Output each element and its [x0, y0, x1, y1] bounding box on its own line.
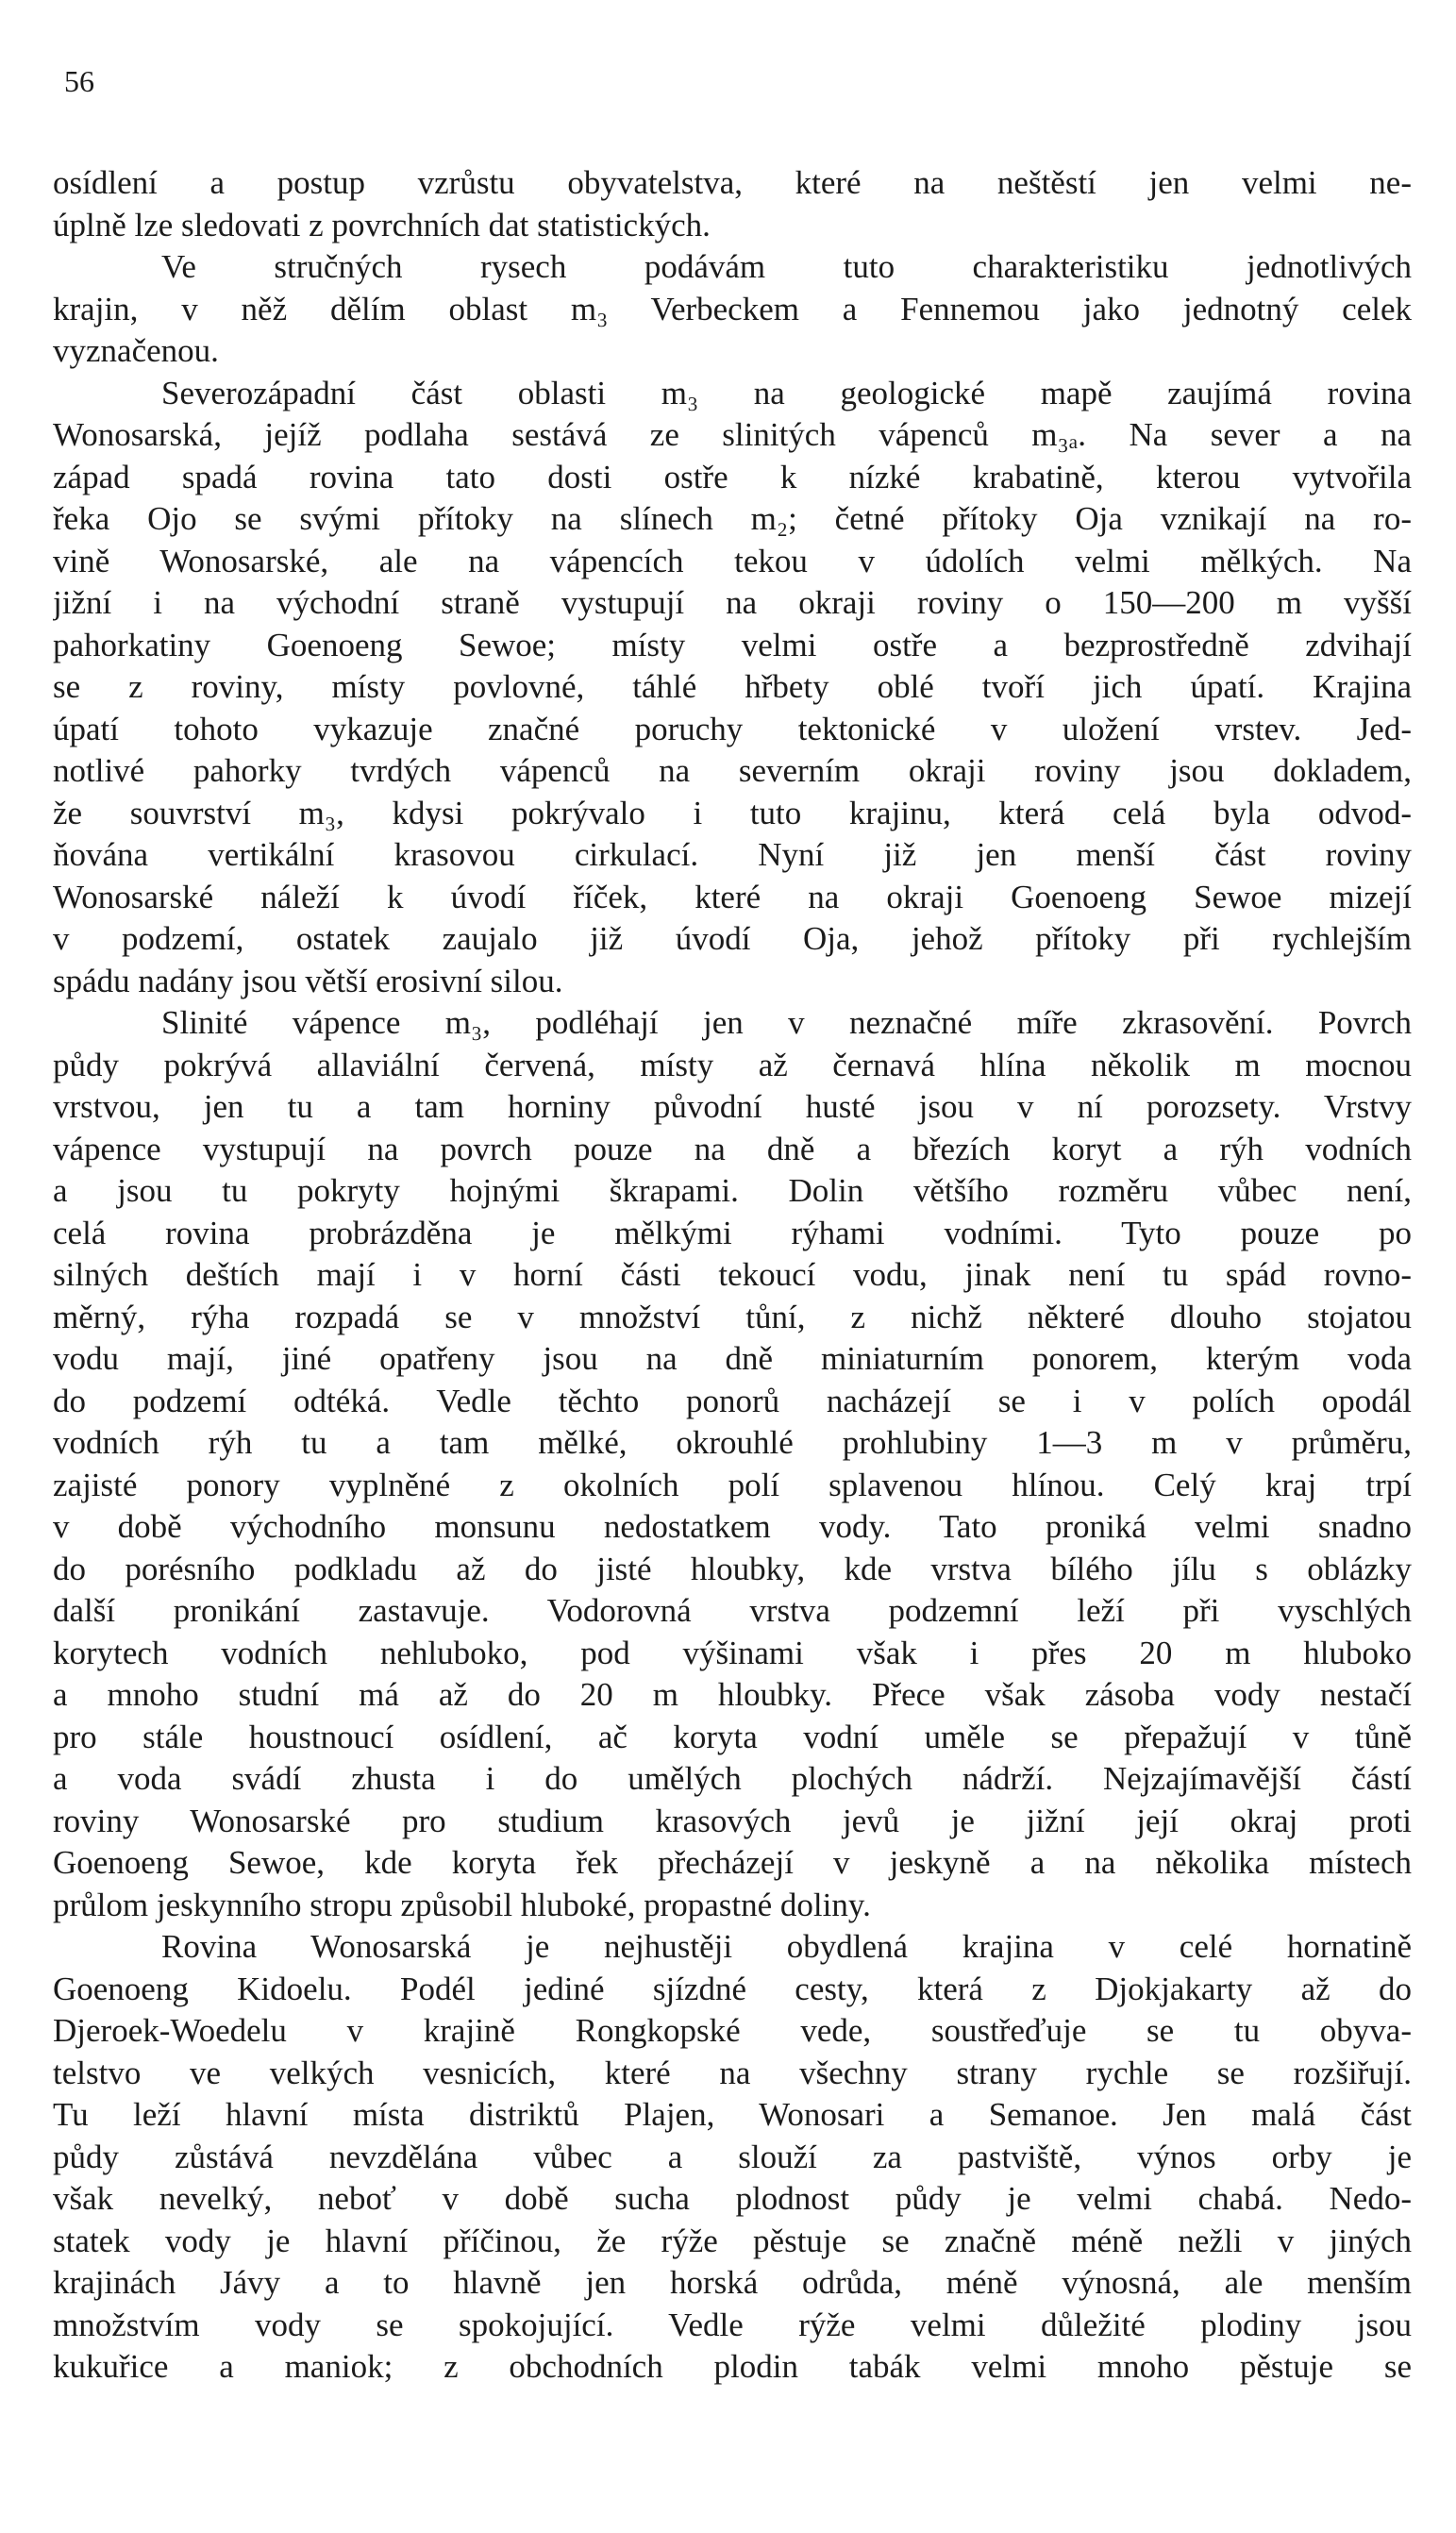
text-line: do podzemí odtéká. Vedle těchto ponorů nacházejí se i v polích opodál [53, 1382, 1412, 1419]
text-line: kukuřice a maniok; z obchodních plodin tabák velmi mnoho pěstuje se [53, 2348, 1412, 2385]
text-line: měrný, rýha rozpadá se v množství tůní, z nichž některé dlouho stojatou [53, 1298, 1412, 1335]
text-line: zajisté ponory vyplněné z okolních polí splavenou hlínou. Celý kraj trpí [53, 1466, 1412, 1503]
text-line: statek vody je hlavní příčinou, že rýže pěstuje se značně méně nežli v jiných [53, 2222, 1412, 2259]
text-line: korytech vodních nehluboko, pod výšinami však i přes 20 m hluboko [53, 1634, 1412, 1671]
text-line: v době východního monsunu nedostatkem vody. Tato proniká velmi snadno [53, 1508, 1412, 1545]
text-line: celá rovina probrázděna je mělkými rýhami vodními. Tyto pouze po [53, 1214, 1412, 1251]
text-line: množstvím vody se spokojující. Vedle rýže velmi důležité plodiny jsou [53, 2306, 1412, 2343]
text-line: řeka Ojo se svými přítoky na slínech m₂; četné přítoky Oja vznikají na ro- [53, 500, 1412, 537]
text-line: a voda svádí zhusta i do umělých plochých nádrží. Nejzajímavější částí [53, 1760, 1412, 1797]
text-line: pahorkatiny Goenoeng Sewoe; místy velmi ostře a bezprostředně zdvihají [53, 626, 1412, 663]
text-line: vrstvou, jen tu a tam horniny původní husté jsou v ní porozsety. Vrstvy [53, 1088, 1412, 1125]
text-line: Goenoeng Kidoelu. Podél jediné sjízdné cesty, která z Djokjakarty až do [53, 1970, 1412, 2007]
text-line: že souvrství m₃, kdysi pokrývalo i tuto krajinu, která celá byla odvod- [53, 794, 1412, 831]
text-line: pro stále houstnoucí osídlení, ač koryta vodní uměle se přepažují v tůně [53, 1718, 1412, 1755]
text-line: a jsou tu pokryty hojnými škrapami. Dolin většího rozměru vůbec není, [53, 1172, 1412, 1209]
text-line: však nevelký, neboť v době sucha plodnost půdy je velmi chabá. Nedo- [53, 2180, 1412, 2217]
text-line: vápence vystupují na povrch pouze na dně a březích koryt a rýh vodních [53, 1130, 1412, 1167]
text-line: Severozápadní část oblasti m₃ na geologické mapě zaujímá rovina [161, 374, 1412, 411]
text-line: Wonosarská, jejíž podlaha sestává ze slinitých vápenců m₃ₐ. Na sever a na [53, 416, 1412, 453]
text-line: západ spadá rovina tato dosti ostře k nízké krabatině, kterou vytvořila [53, 458, 1412, 495]
text-line: Slinité vápence m₃, podléhají jen v neznačné míře zkrasovění. Povrch [161, 1004, 1412, 1041]
text-line: jižní i na východní straně vystupují na okraji roviny o 150—200 m vyšší [53, 584, 1412, 621]
text-line: půdy zůstává nevzdělána vůbec a slouží za pastviště, výnos orby je [53, 2138, 1412, 2175]
text-line: Ve stručných rysech podávám tuto charakteristiku jednotlivých [161, 248, 1412, 285]
text-line: půdy pokrývá allaviální červená, místy až černavá hlína několik m mocnou [53, 1046, 1412, 1083]
text-line: telstvo ve velkých vesnicích, které na všechny strany rychle se rozšiřují. [53, 2054, 1412, 2091]
text-line: spádu nadány jsou větší erosivní silou. [53, 962, 563, 999]
text-line: Wonosarské náleží k úvodí říček, které na okraji Goenoeng Sewoe mizejí [53, 878, 1412, 915]
text-line: úpatí tohoto vykazuje značné poruchy tektonické v uložení vrstev. Jed- [53, 710, 1412, 747]
text-line: další pronikání zastavuje. Vodorovná vrstva podzemní leží při vyschlých [53, 1592, 1412, 1629]
text-line: osídlení a postup vzrůstu obyvatelstva, které na neštěstí jen velmi ne- [53, 164, 1412, 201]
text-line: se z roviny, místy povlovné, táhlé hřbety oblé tvoří jich úpatí. Krajina [53, 668, 1412, 705]
text-line: Tu leží hlavní místa distriktů Plajen, Wonosari a Semanoe. Jen malá část [53, 2096, 1412, 2133]
text-line: ňována vertikální krasovou cirkulací. Nyní již jen menší část roviny [53, 836, 1412, 873]
paragraph-settlement [53, 1926, 1412, 2389]
document-text-body [53, 162, 1412, 2389]
text-line: roviny Wonosarské pro studium krasových jevů je jižní její okraj proti [53, 1802, 1412, 1839]
text-line: vodních rýh tu a tam mělké, okrouhlé prohlubiny 1—3 m v průměru, [53, 1424, 1412, 1461]
text-line: úplně lze sledovati z povrchních dat statistických. [53, 206, 711, 243]
text-line: Rovina Wonosarská je nejhustěji obydlená krajina v celé hornatině [161, 1928, 1412, 1965]
text-line: vodu mají, jiné opatřeny jsou na dně miniaturním ponorem, kterým voda [53, 1340, 1412, 1377]
text-line: průlom jeskynního stropu způsobil hluboké, propastné doliny. [53, 1886, 871, 1923]
paragraph-northwest [53, 373, 1412, 1003]
text-line: krajin, v něž dělím oblast m₃ Verbeckem a Fennemou jako jednotný celek [53, 290, 1412, 327]
page-number: 56 [64, 64, 94, 98]
text-line: a mnoho studní má až do 20 m hloubky. Přece však zásoba vody nestačí [53, 1676, 1412, 1713]
text-line: Djeroek-Woedelu v krajině Rongkopské vede, soustřeďuje se tu obyva- [53, 2012, 1412, 2049]
text-line: v podzemí, ostatek zaujalo již úvodí Oja, jehož přítoky při rychlejším [53, 920, 1412, 957]
text-line: do porésního podkladu až do jisté hloubky, kde vrstva bílého jílu s oblázky [53, 1550, 1412, 1587]
text-line: vyznačenou. [53, 332, 219, 369]
text-line: vině Wonosarské, ale na vápencích tekou v údolích velmi mělkých. Na [53, 542, 1412, 579]
paragraph-intro [53, 162, 1412, 246]
text-line: krajinách Jávy a to hlavně jen horská odrůda, méně výnosná, ale menším [53, 2264, 1412, 2301]
text-line: silných deštích mají i v horní části tekoucí vodu, jinak není tu spád rovno- [53, 1256, 1412, 1293]
paragraph-characteristics [53, 246, 1412, 373]
text-line: Goenoeng Sewoe, kde koryta řek přecházejí v jeskyně a na několika místech [53, 1844, 1412, 1881]
text-line: notlivé pahorky tvrdých vápenců na severním okraji roviny jsou dokladem, [53, 752, 1412, 789]
paragraph-limestone [53, 1002, 1412, 1926]
